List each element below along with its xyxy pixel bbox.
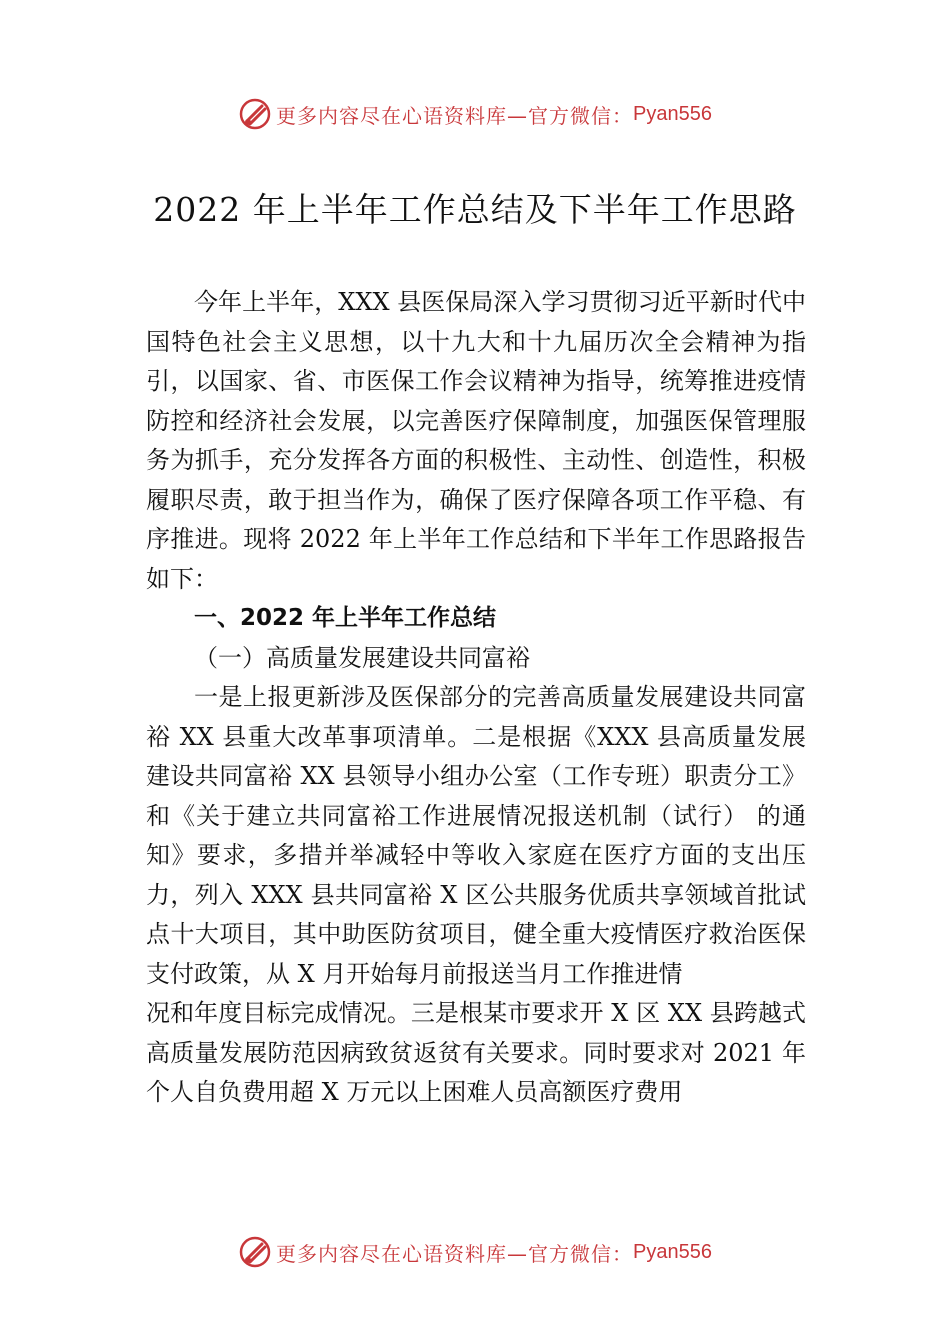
brush-logo-icon <box>238 1235 272 1269</box>
document-body <box>146 283 806 1113</box>
paragraph-2: 况和年度目标完成情况。三是根某市要求开 X 区 XX 县跨越式高质量发展防范因病致贫返贫有关要求。同时要求对 2021 年个人自负费用超 X 万元以上困难人员高额医疗费用 <box>146 999 806 1106</box>
intro-paragraph: 今年上半年，XXX 县医保局深入学习贯彻习近平新时代中国特色社会主义思想，以十九大和十九届历次全会精神为指引，以国家、省、市医保工作会议精神为指导，统筹推进疫情防控和经济社会发展，以完善医疗保障制度，加强医保管理服务为抓手，充分发挥各方面的积极性、主动性、创造性，积极履职尽责，敢于担当作为，确保了医疗保障各项工作平稳、有序推进。现将 2022 年上半年工作总结和下半年工作思路报告如下： <box>146 288 806 593</box>
watermark-wechat-id: Pyan556 <box>633 102 712 125</box>
watermark-banner-top <box>0 94 950 134</box>
watermark-text: 更多内容尽在心语资料库—官方微信： <box>276 1241 634 1266</box>
paragraph-1: 一是上报更新涉及医保部分的完善高质量发展建设共同富裕 XX 县重大改革事项清单。二是根据《XXX 县高质量发展建设共同富裕 XX 县领导小组办公室（工作专班）职责分工》和《关于建立共同富裕工作进展情况报送机制（试行） 的通知》要求，多措并举减轻中等收入家庭在医疗方面的支出压力，列入 XXX 县共同富裕 X 区公共服务优质共享领域首批试点十大项目，其中助医防贫项目，健全重大疫情医疗救治医保支付政策，从 X 月开始每月前报送当月工作推进情 <box>146 683 806 988</box>
subsection-heading-1: （一）高质量发展建设共同富裕 <box>194 643 530 672</box>
section-heading-1: 一、2022 年上半年工作总结 <box>194 605 497 631</box>
brush-logo-icon <box>238 97 272 131</box>
watermark-text: 更多内容尽在心语资料库—官方微信： <box>276 103 634 128</box>
document-title: 2022 年上半年工作总结及下半年工作思路 <box>153 190 797 229</box>
watermark-banner-bottom <box>0 1232 950 1272</box>
watermark-wechat-id: Pyan556 <box>633 1240 712 1263</box>
